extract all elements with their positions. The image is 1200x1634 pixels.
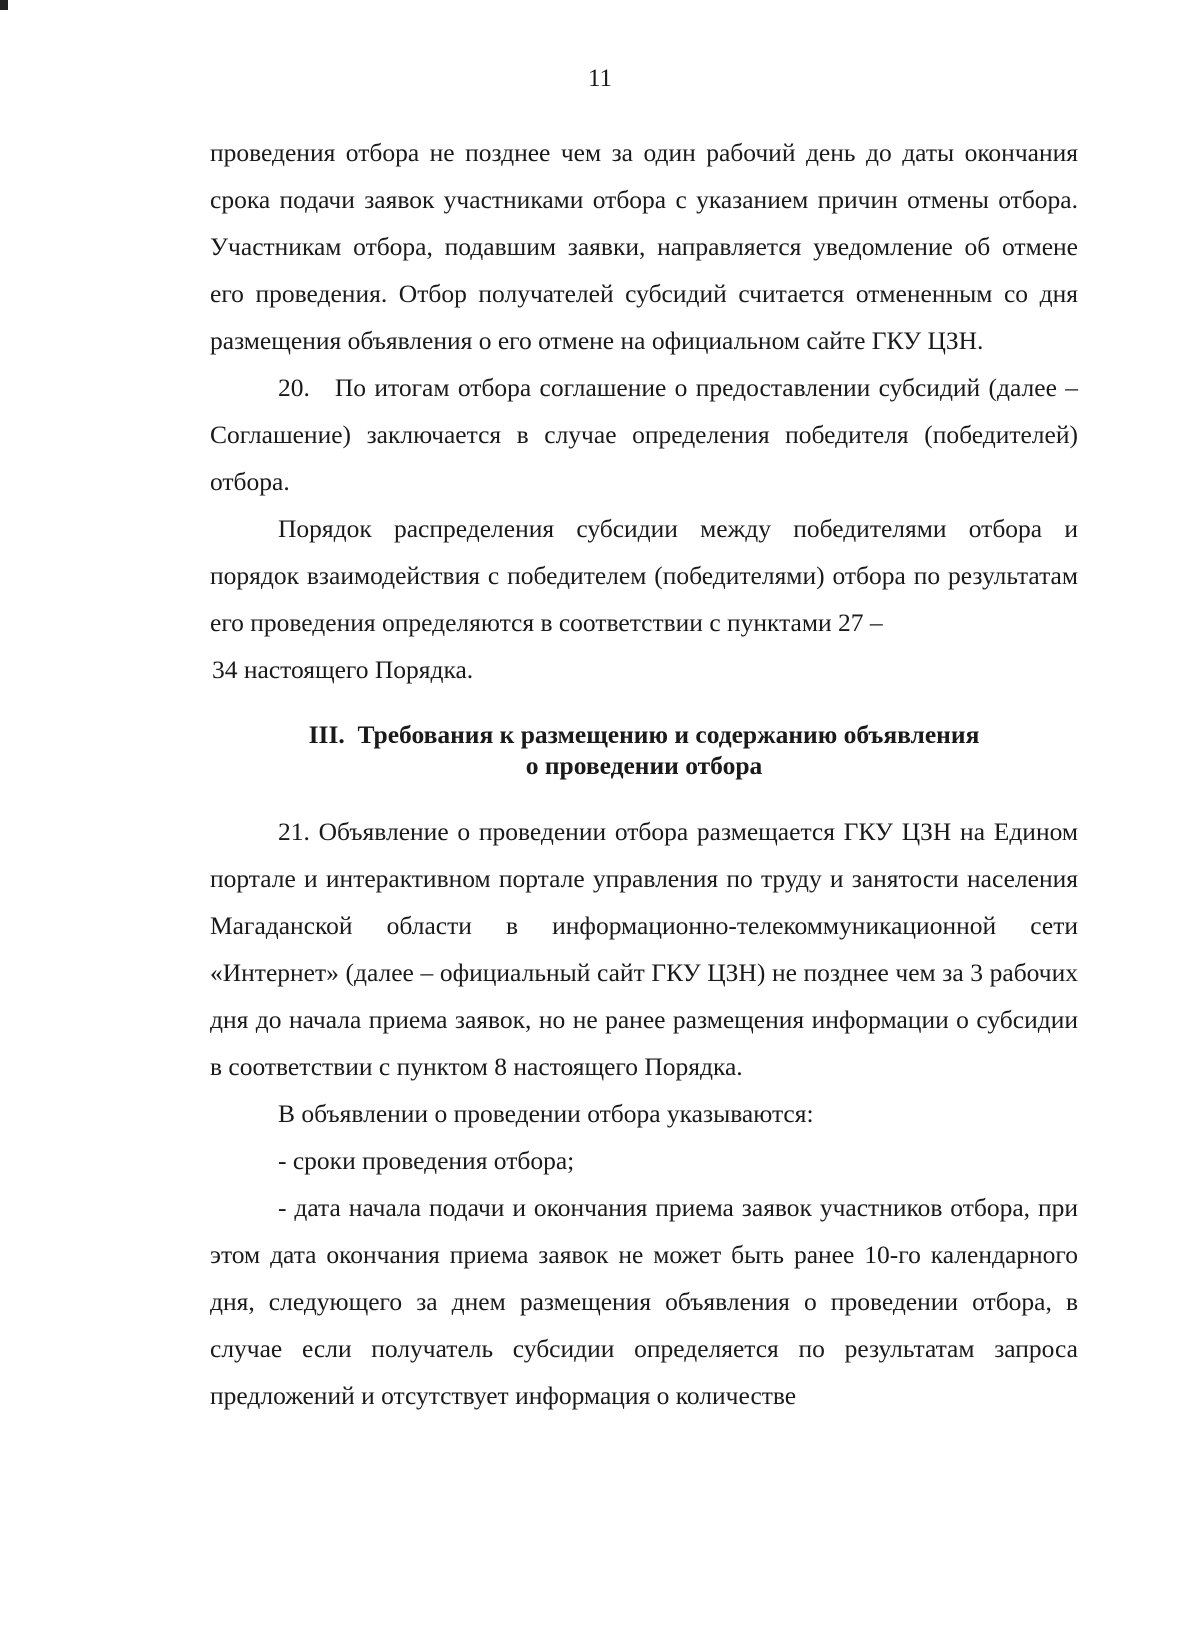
page-number: 11 — [587, 65, 613, 92]
section-title-line-1: III. Требования к размещению и содержанию объявления — [308, 720, 980, 749]
paragraph-21: 21. Объявление о проведении отбора размещается ГКУ ЦЗН на Едином портале и интерактивном портале управления по труду и занятости населения Магаданской области в информационно-телекоммуникационной сети «Интернет» (далее – официальный сайт ГКУ ЦЗН) не позднее чем за 3 рабочих дня до начала приема заявок, но не ранее размещения информации о субсидии в соответствии с пунктом 8 настоящего Порядка. — [210, 817, 1078, 1081]
paragraph-distribution-order: Порядок распределения субсидии между победителями отбора и порядок взаимодействия с победителем (победителями) отбора по результатам его проведения определяются в соответствии с пунктами 27 – — [210, 514, 1078, 637]
paragraph-continuation: проведения отбора не позднее чем за один рабочий день до даты окончания срока подачи заявок участниками отбора с указанием причин отмены отбора. Участникам отбора, подавшим заявки, направляется уведомление об отмене его проведения. Отбор получателей субсидий считается отмененным со дня размещения объявления о его отмене на официальном сайте ГКУ ЦЗН. — [210, 138, 1078, 355]
section-title-line-2: о проведении отбора — [525, 751, 763, 780]
stray-line-text: 34 настоящего Порядка. — [212, 655, 474, 684]
list-item-dates: - дата начала подачи и окончания приема заявок участников отбора, при этом дата окончания приема заявок не может быть ранее 10-го календарного дня, следующего за днем размещения объявления о проведении отбора, в случае если получатель субсидии определяется по результатам запроса предложений и отсутствует информация о количестве — [210, 1193, 1078, 1410]
list-item-timing: - сроки проведения отбора; — [278, 1146, 575, 1175]
scan-corner-mark — [0, 0, 8, 10]
paragraph-announcement-contents: В объявлении о проведении отбора указываются: — [278, 1099, 814, 1128]
paragraph-20: 20. По итогам отбора соглашение о предоставлении субсидий (далее – Соглашение) заключается в случае определения победителя (победителей) отбора. — [210, 373, 1085, 496]
section-heading — [210, 719, 1078, 781]
document-body — [210, 129, 1085, 1419]
paragraph-stray-line — [210, 646, 1078, 693]
